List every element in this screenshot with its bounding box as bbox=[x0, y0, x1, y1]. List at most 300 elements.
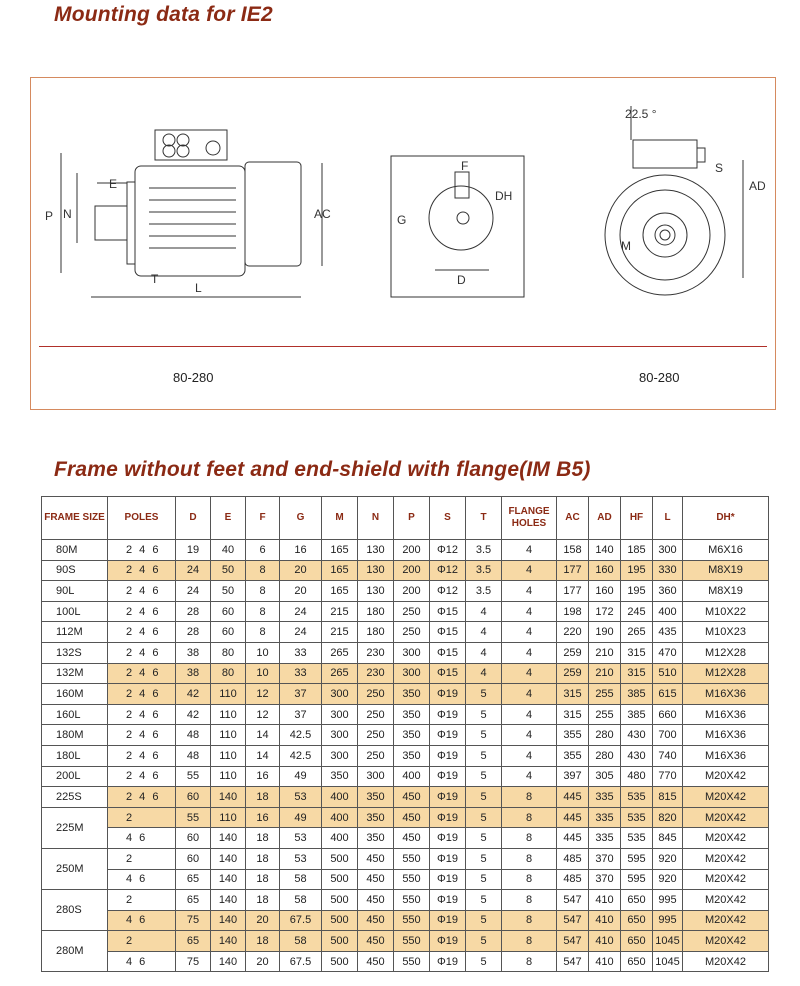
cell-dh: M20X42 bbox=[683, 869, 769, 890]
cell-p: 200 bbox=[394, 540, 430, 561]
cell-p: 300 bbox=[394, 642, 430, 663]
cell-hf: 595 bbox=[621, 869, 653, 890]
cell-t: 4 bbox=[466, 663, 502, 684]
frame-size-cell: 225S bbox=[42, 787, 108, 808]
cell-holes: 4 bbox=[502, 704, 557, 725]
cell-n: 450 bbox=[358, 869, 394, 890]
cell-d: 48 bbox=[176, 745, 211, 766]
cell-g: 42.5 bbox=[280, 745, 322, 766]
cell-l: 770 bbox=[653, 766, 683, 787]
cell-f: 18 bbox=[246, 828, 280, 849]
cell-poles: 4 6 bbox=[108, 828, 176, 849]
cell-e: 140 bbox=[211, 828, 246, 849]
cell-e: 140 bbox=[211, 848, 246, 869]
cell-p: 350 bbox=[394, 684, 430, 705]
cell-l: 300 bbox=[653, 540, 683, 561]
cell-n: 250 bbox=[358, 745, 394, 766]
cell-p: 400 bbox=[394, 766, 430, 787]
cell-ad: 335 bbox=[589, 787, 621, 808]
cell-n: 250 bbox=[358, 725, 394, 746]
cell-dh: M12X28 bbox=[683, 642, 769, 663]
cell-f: 20 bbox=[246, 951, 280, 972]
cell-n: 450 bbox=[358, 910, 394, 931]
cell-t: 5 bbox=[466, 725, 502, 746]
cell-m: 265 bbox=[322, 663, 358, 684]
cell-s: Φ19 bbox=[430, 745, 466, 766]
frame-size-cell: 132M bbox=[42, 663, 108, 684]
dim-label-l: L bbox=[195, 281, 202, 295]
cell-t: 5 bbox=[466, 787, 502, 808]
cell-e: 60 bbox=[211, 622, 246, 643]
cell-holes: 8 bbox=[502, 807, 557, 828]
cell-ad: 280 bbox=[589, 725, 621, 746]
cell-g: 33 bbox=[280, 642, 322, 663]
cell-e: 140 bbox=[211, 931, 246, 952]
cell-m: 500 bbox=[322, 931, 358, 952]
table-row bbox=[42, 642, 769, 663]
cell-p: 350 bbox=[394, 704, 430, 725]
table-row bbox=[42, 581, 769, 602]
column-header: FRAME SIZE bbox=[42, 497, 108, 540]
cell-g: 67.5 bbox=[280, 910, 322, 931]
cell-ad: 335 bbox=[589, 807, 621, 828]
cell-d: 55 bbox=[176, 807, 211, 828]
cell-hf: 650 bbox=[621, 910, 653, 931]
cell-l: 360 bbox=[653, 581, 683, 602]
cell-m: 400 bbox=[322, 787, 358, 808]
table-row bbox=[42, 725, 769, 746]
cell-l: 700 bbox=[653, 725, 683, 746]
table-row bbox=[42, 663, 769, 684]
cell-ad: 210 bbox=[589, 663, 621, 684]
cell-m: 400 bbox=[322, 807, 358, 828]
cell-ac: 259 bbox=[557, 642, 589, 663]
cell-g: 58 bbox=[280, 869, 322, 890]
cell-m: 300 bbox=[322, 704, 358, 725]
cell-hf: 245 bbox=[621, 601, 653, 622]
cell-poles: 2 4 6 bbox=[108, 622, 176, 643]
flange-terminal-box bbox=[633, 140, 697, 168]
cell-holes: 4 bbox=[502, 684, 557, 705]
cell-e: 110 bbox=[211, 807, 246, 828]
cell-m: 165 bbox=[322, 560, 358, 581]
cell-d: 60 bbox=[176, 828, 211, 849]
cell-holes: 8 bbox=[502, 910, 557, 931]
diagram-divider bbox=[39, 346, 767, 347]
cell-ac: 315 bbox=[557, 704, 589, 725]
cell-f: 14 bbox=[246, 745, 280, 766]
column-header: P bbox=[394, 497, 430, 540]
cell-ac: 485 bbox=[557, 869, 589, 890]
cell-d: 60 bbox=[176, 848, 211, 869]
cell-t: 5 bbox=[466, 704, 502, 725]
column-header: E bbox=[211, 497, 246, 540]
frame-size-cell: 90L bbox=[42, 581, 108, 602]
column-header: N bbox=[358, 497, 394, 540]
cell-holes: 8 bbox=[502, 787, 557, 808]
cell-e: 140 bbox=[211, 951, 246, 972]
cell-ac: 547 bbox=[557, 910, 589, 931]
cell-f: 10 bbox=[246, 642, 280, 663]
cell-ad: 172 bbox=[589, 601, 621, 622]
cell-m: 500 bbox=[322, 890, 358, 911]
cell-holes: 4 bbox=[502, 622, 557, 643]
cell-s: Φ19 bbox=[430, 704, 466, 725]
cell-dh: M20X42 bbox=[683, 910, 769, 931]
cell-t: 5 bbox=[466, 828, 502, 849]
cell-l: 330 bbox=[653, 560, 683, 581]
cell-n: 350 bbox=[358, 807, 394, 828]
cell-ac: 355 bbox=[557, 745, 589, 766]
cell-t: 4 bbox=[466, 601, 502, 622]
cell-ac: 259 bbox=[557, 663, 589, 684]
cell-d: 19 bbox=[176, 540, 211, 561]
cell-e: 140 bbox=[211, 869, 246, 890]
cell-dh: M20X42 bbox=[683, 951, 769, 972]
cell-holes: 4 bbox=[502, 601, 557, 622]
cell-l: 845 bbox=[653, 828, 683, 849]
cell-g: 20 bbox=[280, 581, 322, 602]
flange-circle-shape bbox=[605, 175, 725, 295]
frame-size-cell: 225M bbox=[42, 807, 108, 848]
cell-l: 660 bbox=[653, 704, 683, 725]
dim-label-ad: AD bbox=[749, 179, 766, 193]
frame-specs-table bbox=[41, 496, 769, 972]
motor-drawings bbox=[31, 78, 777, 411]
cell-f: 6 bbox=[246, 540, 280, 561]
cell-m: 265 bbox=[322, 642, 358, 663]
cell-n: 130 bbox=[358, 560, 394, 581]
cell-dh: M10X22 bbox=[683, 601, 769, 622]
cell-p: 200 bbox=[394, 560, 430, 581]
range-label-left: 80-280 bbox=[173, 370, 214, 385]
dim-label-n: N bbox=[63, 207, 72, 221]
column-header: T bbox=[466, 497, 502, 540]
cell-dh: M10X23 bbox=[683, 622, 769, 643]
column-header: POLES bbox=[108, 497, 176, 540]
cell-poles: 2 4 6 bbox=[108, 725, 176, 746]
cell-dh: M12X28 bbox=[683, 663, 769, 684]
table-row bbox=[42, 560, 769, 581]
cell-ac: 485 bbox=[557, 848, 589, 869]
frame-size-cell: 250M bbox=[42, 848, 108, 889]
cell-m: 500 bbox=[322, 848, 358, 869]
cell-m: 350 bbox=[322, 766, 358, 787]
cell-l: 995 bbox=[653, 890, 683, 911]
column-header: HF bbox=[621, 497, 653, 540]
cell-n: 180 bbox=[358, 601, 394, 622]
cell-f: 18 bbox=[246, 890, 280, 911]
cell-dh: M16X36 bbox=[683, 745, 769, 766]
cell-ad: 160 bbox=[589, 560, 621, 581]
cell-s: Φ12 bbox=[430, 540, 466, 561]
cell-d: 65 bbox=[176, 890, 211, 911]
table-row bbox=[42, 684, 769, 705]
cell-s: Φ19 bbox=[430, 869, 466, 890]
shaft-circle-shape bbox=[429, 186, 493, 250]
table-row bbox=[42, 787, 769, 808]
cell-n: 180 bbox=[358, 622, 394, 643]
cell-ad: 410 bbox=[589, 890, 621, 911]
cell-p: 300 bbox=[394, 663, 430, 684]
dim-label-e: E bbox=[109, 177, 118, 191]
table-row bbox=[42, 910, 769, 931]
cell-s: Φ19 bbox=[430, 787, 466, 808]
cell-g: 53 bbox=[280, 828, 322, 849]
cell-p: 550 bbox=[394, 848, 430, 869]
cell-g: 58 bbox=[280, 890, 322, 911]
table-row bbox=[42, 745, 769, 766]
cell-f: 12 bbox=[246, 704, 280, 725]
cell-e: 40 bbox=[211, 540, 246, 561]
cell-hf: 430 bbox=[621, 725, 653, 746]
cell-dh: M16X36 bbox=[683, 684, 769, 705]
frame-size-cell: 80M bbox=[42, 540, 108, 561]
cell-p: 250 bbox=[394, 601, 430, 622]
cell-s: Φ15 bbox=[430, 622, 466, 643]
table-row bbox=[42, 704, 769, 725]
cell-m: 165 bbox=[322, 581, 358, 602]
cell-ac: 198 bbox=[557, 601, 589, 622]
cell-poles: 4 6 bbox=[108, 869, 176, 890]
cell-d: 65 bbox=[176, 931, 211, 952]
cell-hf: 650 bbox=[621, 951, 653, 972]
cell-hf: 430 bbox=[621, 745, 653, 766]
column-header: AC bbox=[557, 497, 589, 540]
cell-m: 165 bbox=[322, 540, 358, 561]
cell-e: 50 bbox=[211, 560, 246, 581]
cell-t: 5 bbox=[466, 951, 502, 972]
cell-d: 38 bbox=[176, 642, 211, 663]
cell-poles: 2 bbox=[108, 848, 176, 869]
cell-hf: 650 bbox=[621, 890, 653, 911]
cell-poles: 2 bbox=[108, 807, 176, 828]
cell-e: 140 bbox=[211, 787, 246, 808]
cell-e: 110 bbox=[211, 704, 246, 725]
cell-g: 24 bbox=[280, 601, 322, 622]
cell-n: 450 bbox=[358, 848, 394, 869]
cell-hf: 315 bbox=[621, 642, 653, 663]
cell-g: 49 bbox=[280, 807, 322, 828]
dim-label-angle: 22.5 ° bbox=[625, 107, 657, 121]
dim-label-f: F bbox=[461, 159, 469, 173]
cell-p: 450 bbox=[394, 828, 430, 849]
cell-p: 450 bbox=[394, 787, 430, 808]
cell-ad: 335 bbox=[589, 828, 621, 849]
cell-f: 18 bbox=[246, 931, 280, 952]
cell-f: 16 bbox=[246, 766, 280, 787]
cell-ac: 220 bbox=[557, 622, 589, 643]
cell-t: 5 bbox=[466, 869, 502, 890]
cell-holes: 8 bbox=[502, 951, 557, 972]
cell-g: 37 bbox=[280, 684, 322, 705]
cell-poles: 2 bbox=[108, 931, 176, 952]
cell-f: 18 bbox=[246, 787, 280, 808]
cell-d: 60 bbox=[176, 787, 211, 808]
cell-l: 815 bbox=[653, 787, 683, 808]
table-row bbox=[42, 601, 769, 622]
cell-g: 33 bbox=[280, 663, 322, 684]
cell-ac: 158 bbox=[557, 540, 589, 561]
cell-n: 450 bbox=[358, 890, 394, 911]
cell-dh: M20X42 bbox=[683, 890, 769, 911]
cell-poles: 2 4 6 bbox=[108, 745, 176, 766]
cell-ad: 255 bbox=[589, 704, 621, 725]
cell-f: 8 bbox=[246, 581, 280, 602]
cell-hf: 195 bbox=[621, 581, 653, 602]
table-row bbox=[42, 848, 769, 869]
cell-e: 110 bbox=[211, 766, 246, 787]
cell-m: 500 bbox=[322, 869, 358, 890]
cell-m: 500 bbox=[322, 951, 358, 972]
frame-size-cell: 160L bbox=[42, 704, 108, 725]
cell-s: Φ15 bbox=[430, 663, 466, 684]
cell-s: Φ19 bbox=[430, 890, 466, 911]
cell-n: 130 bbox=[358, 540, 394, 561]
cell-poles: 4 6 bbox=[108, 910, 176, 931]
cell-dh: M20X42 bbox=[683, 807, 769, 828]
cell-holes: 4 bbox=[502, 540, 557, 561]
cell-e: 80 bbox=[211, 663, 246, 684]
cell-t: 5 bbox=[466, 931, 502, 952]
cell-g: 58 bbox=[280, 931, 322, 952]
cell-ac: 547 bbox=[557, 931, 589, 952]
cell-dh: M16X36 bbox=[683, 725, 769, 746]
frame-size-cell: 180L bbox=[42, 745, 108, 766]
cell-d: 48 bbox=[176, 725, 211, 746]
cell-ac: 355 bbox=[557, 725, 589, 746]
cell-ac: 547 bbox=[557, 951, 589, 972]
cell-ac: 547 bbox=[557, 890, 589, 911]
cell-poles: 2 4 6 bbox=[108, 642, 176, 663]
cell-n: 300 bbox=[358, 766, 394, 787]
cell-l: 435 bbox=[653, 622, 683, 643]
cell-s: Φ19 bbox=[430, 848, 466, 869]
cell-l: 470 bbox=[653, 642, 683, 663]
column-header: G bbox=[280, 497, 322, 540]
dim-label-dh: DH bbox=[495, 189, 513, 203]
cell-holes: 4 bbox=[502, 725, 557, 746]
cell-t: 5 bbox=[466, 684, 502, 705]
cell-ad: 305 bbox=[589, 766, 621, 787]
table-row bbox=[42, 540, 769, 561]
cell-m: 215 bbox=[322, 601, 358, 622]
cell-ad: 210 bbox=[589, 642, 621, 663]
cell-m: 400 bbox=[322, 828, 358, 849]
cell-poles: 2 4 6 bbox=[108, 663, 176, 684]
cell-holes: 8 bbox=[502, 931, 557, 952]
cell-ad: 280 bbox=[589, 745, 621, 766]
cell-dh: M16X36 bbox=[683, 704, 769, 725]
cell-s: Φ15 bbox=[430, 642, 466, 663]
cell-holes: 8 bbox=[502, 890, 557, 911]
column-header: DH* bbox=[683, 497, 769, 540]
cell-g: 37 bbox=[280, 704, 322, 725]
cell-dh: M20X42 bbox=[683, 828, 769, 849]
cell-n: 250 bbox=[358, 704, 394, 725]
table-row bbox=[42, 931, 769, 952]
cell-g: 53 bbox=[280, 848, 322, 869]
column-header: D bbox=[176, 497, 211, 540]
cell-hf: 315 bbox=[621, 663, 653, 684]
cell-m: 215 bbox=[322, 622, 358, 643]
cell-p: 350 bbox=[394, 725, 430, 746]
cell-ad: 190 bbox=[589, 622, 621, 643]
cell-hf: 385 bbox=[621, 704, 653, 725]
cell-n: 130 bbox=[358, 581, 394, 602]
cell-hf: 195 bbox=[621, 560, 653, 581]
dim-label-ac: AC bbox=[314, 207, 331, 221]
cell-dh: M20X42 bbox=[683, 931, 769, 952]
cell-ad: 410 bbox=[589, 951, 621, 972]
table-row bbox=[42, 828, 769, 849]
cell-s: Φ15 bbox=[430, 601, 466, 622]
cell-f: 8 bbox=[246, 622, 280, 643]
column-header: M bbox=[322, 497, 358, 540]
cell-ac: 445 bbox=[557, 807, 589, 828]
cell-e: 110 bbox=[211, 745, 246, 766]
cell-s: Φ19 bbox=[430, 807, 466, 828]
cell-d: 28 bbox=[176, 601, 211, 622]
cell-s: Φ19 bbox=[430, 684, 466, 705]
cell-l: 820 bbox=[653, 807, 683, 828]
table-row bbox=[42, 951, 769, 972]
cell-n: 350 bbox=[358, 828, 394, 849]
cell-d: 42 bbox=[176, 684, 211, 705]
cell-s: Φ19 bbox=[430, 828, 466, 849]
cell-dh: M20X42 bbox=[683, 848, 769, 869]
cell-poles: 2 4 6 bbox=[108, 787, 176, 808]
cell-poles: 2 4 6 bbox=[108, 601, 176, 622]
cell-holes: 8 bbox=[502, 848, 557, 869]
cell-poles: 2 4 6 bbox=[108, 704, 176, 725]
table-row bbox=[42, 766, 769, 787]
cell-l: 995 bbox=[653, 910, 683, 931]
motor-fan-cover-shape bbox=[245, 162, 301, 266]
cell-poles: 2 4 6 bbox=[108, 684, 176, 705]
cell-f: 12 bbox=[246, 684, 280, 705]
cell-poles: 4 6 bbox=[108, 951, 176, 972]
mounting-diagram-panel bbox=[30, 77, 776, 410]
cell-g: 16 bbox=[280, 540, 322, 561]
cell-ad: 255 bbox=[589, 684, 621, 705]
cell-ad: 140 bbox=[589, 540, 621, 561]
cell-m: 300 bbox=[322, 725, 358, 746]
table-row bbox=[42, 890, 769, 911]
cell-p: 450 bbox=[394, 807, 430, 828]
cell-s: Φ19 bbox=[430, 725, 466, 746]
dim-label-t: T bbox=[151, 272, 159, 286]
cell-hf: 595 bbox=[621, 848, 653, 869]
cell-g: 67.5 bbox=[280, 951, 322, 972]
cell-g: 42.5 bbox=[280, 725, 322, 746]
cell-p: 550 bbox=[394, 890, 430, 911]
column-header: S bbox=[430, 497, 466, 540]
cell-f: 10 bbox=[246, 663, 280, 684]
cell-d: 75 bbox=[176, 910, 211, 931]
cell-n: 250 bbox=[358, 684, 394, 705]
cell-t: 3.5 bbox=[466, 540, 502, 561]
cell-f: 18 bbox=[246, 848, 280, 869]
cell-holes: 4 bbox=[502, 642, 557, 663]
cell-holes: 8 bbox=[502, 869, 557, 890]
cell-l: 740 bbox=[653, 745, 683, 766]
cell-n: 350 bbox=[358, 787, 394, 808]
dim-label-s: S bbox=[715, 161, 724, 175]
cell-d: 24 bbox=[176, 560, 211, 581]
cell-m: 300 bbox=[322, 684, 358, 705]
cell-l: 615 bbox=[653, 684, 683, 705]
